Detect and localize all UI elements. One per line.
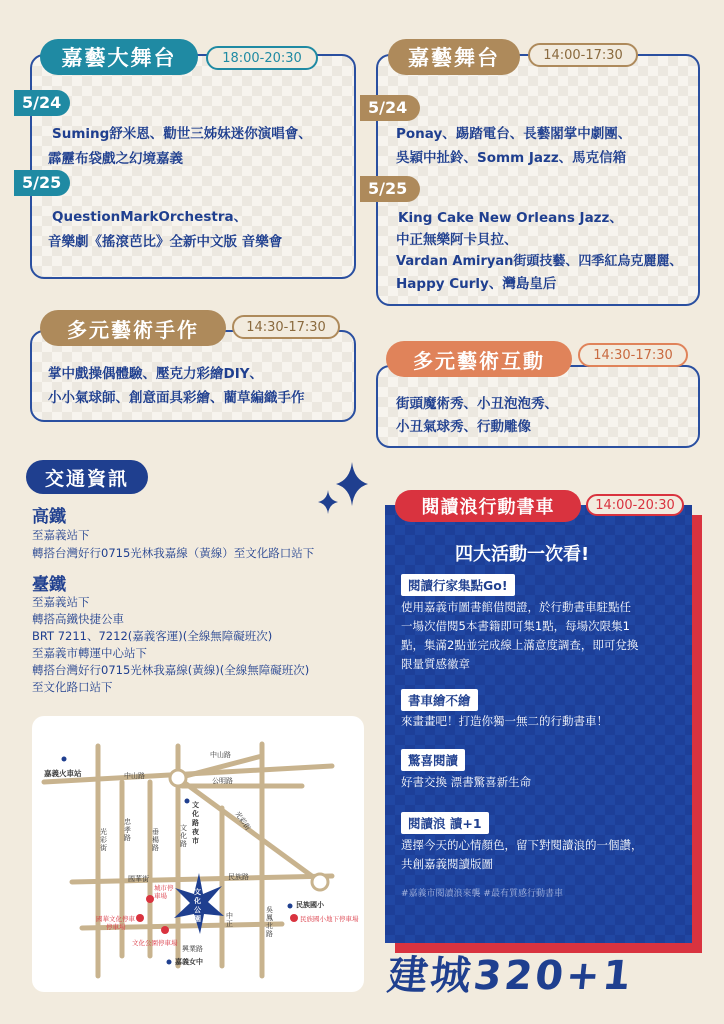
map-parking1: 國華文化停車 [96, 915, 135, 923]
craft-line-1: 掌中戲操偶體驗、壓克力彩繪DIY、 [48, 366, 264, 382]
map-park: 文化公園 [194, 888, 201, 923]
bookbus-item-1-line-3: 點，集滿2點並完成線上滿意度調查，即可兌換 [401, 638, 639, 652]
map-road-8: 文化路 [180, 824, 187, 848]
transport-title: 交通資訊 [26, 460, 148, 494]
sparkle-icon [316, 460, 372, 520]
map-parking3: 城市停車場 [154, 884, 174, 900]
map-road-4: 光彩街 [233, 810, 252, 832]
interact-line-2: 小丑氣球秀、行動雕像 [396, 419, 531, 435]
bookbus-item-4-line-2: 共創嘉義閱讀版圖 [401, 857, 493, 871]
bookbus-item-4-tag: 閱讀浪 讀+1 [401, 812, 489, 834]
map-road-5: 民族路 [228, 873, 249, 881]
transport-tra-line-1: 至嘉義站下 [32, 595, 90, 609]
map-school2: 嘉義女中 [175, 958, 203, 966]
craft-line-2: 小小氣球師、創意面具彩繪、藺草編織手作 [48, 390, 305, 406]
stage-art-date-2: 5/25 [360, 176, 420, 202]
stage-art-title: 嘉藝舞台 [388, 39, 520, 75]
map-road-3: 公明路 [212, 777, 233, 785]
area-map [32, 716, 364, 992]
bookbus-headline: 四大活動一次看! [455, 544, 590, 565]
stage-main-d2-line-2: 音樂劇《搖滾芭比》全新中文版 音樂會 [48, 234, 283, 250]
interact-title: 多元藝術互動 [386, 341, 572, 377]
map-road-10: 中正 [226, 912, 233, 928]
transport-hsr-line-1: 至嘉義站下 [32, 528, 90, 542]
bookbus-item-2-tag: 書車繪不繪 [401, 689, 478, 711]
stage-main-title: 嘉藝大舞台 [40, 39, 198, 75]
map-parking2: 文化公園停車場 [132, 939, 178, 947]
stage-main-date-1: 5/24 [14, 90, 70, 116]
bookbus-item-1-tag: 閱讀行家集點Go! [401, 574, 515, 596]
map-station: 嘉義火車站 [44, 769, 82, 778]
map-road-11: 垂楊路 [152, 828, 159, 852]
map-parking4: 民族國小地下停車場 [300, 915, 359, 923]
bookbus-item-3-tag: 驚喜閱讀 [401, 749, 465, 771]
bookbus-item-1-line-2: 一場次借閱5本書籍即可集1點，每場次限集1 [401, 619, 630, 633]
stage-art-d2-line-4: Happy Curly、灣島皇后 [396, 276, 557, 292]
transport-tra-line-3: BRT 7211、7212(嘉義客運)(全線無障礙班次) [32, 629, 273, 643]
map-road-12: 光彩街 [100, 828, 107, 852]
bookbus-item-1-line-4: 限量質感徽章 [401, 657, 470, 671]
transport-tra-line-6: 至文化路口站下 [32, 680, 113, 694]
transport-tra-line-5: 轉搭台灣好行0715光林我嘉線(黃線)(全線無障礙班次) [32, 663, 310, 677]
map-road-2: 中山路 [210, 751, 231, 759]
stage-art-d2-line-3: Vardan Amiryan街頭技藝、四季紅烏克麗麗、 [396, 254, 683, 269]
map-parking1b: 停車場 [106, 923, 126, 931]
interact-time: 14:30-17:30 [578, 343, 688, 367]
stage-art-d1-line-2: 吳穎中扯鈴、Somm Jazz、馬克信箱 [396, 150, 627, 166]
craft-time: 14:30-17:30 [232, 315, 340, 339]
bookbus-title: 閱讀浪行動書車 [395, 490, 581, 522]
stage-art-d2-line-2: 中正無樂阿卡貝拉、 [396, 232, 518, 248]
craft-title: 多元藝術手作 [40, 310, 226, 346]
stage-art-time: 14:00-17:30 [528, 43, 638, 67]
transport-tra-line-4: 至嘉義市轉運中心站下 [32, 646, 147, 660]
stage-main-time: 18:00-20:30 [206, 46, 318, 70]
map-road-13: 興業路 [182, 945, 203, 953]
map-road-1: 中山路 [124, 772, 145, 780]
map-school1: 民族國小 [296, 901, 324, 909]
stage-main-d2-line-1: QuestionMarkOrchestra、 [52, 209, 248, 225]
brand-logo: 建城320+1 [385, 953, 636, 999]
stage-art-date-1: 5/24 [360, 95, 420, 121]
map-night-market: 文化路夜市 [192, 801, 199, 845]
transport-hsr-title: 高鐵 [32, 507, 66, 527]
map-road-6: 忠孝路 [124, 818, 131, 842]
stage-main-date-2: 5/25 [14, 170, 70, 196]
bookbus-item-3-line-1: 好書交換 漂書驚喜新生命 [401, 775, 532, 789]
transport-tra-title: 臺鐵 [32, 575, 66, 595]
bookbus-item-1-line-1: 使用嘉義市圖書館借閱證，於行動書車駐點任 [401, 600, 631, 614]
bookbus-hashtags: #嘉義市閱讀浪來襲 #最有質感行動書車 [401, 889, 563, 899]
interact-line-1: 街頭魔術秀、小丑泡泡秀、 [396, 396, 558, 412]
transport-hsr-line-2: 轉搭台灣好行0715光林我嘉線（黃線）至文化路口站下 [32, 546, 315, 560]
stage-main-d1-line-2: 霹靂布袋戲之幻境嘉義 [48, 151, 183, 167]
bookbus-time: 14:00-20:30 [586, 494, 684, 516]
stage-main-d1-line-1: Suming舒米恩、勸世三姊妹迷你演唱會、 [52, 126, 312, 142]
bookbus-item-2-line-1: 來畫畫吧！打造你獨一無二的行動書車！ [401, 714, 608, 728]
map-road-7: 吳鳳北路 [266, 906, 273, 938]
stage-art-d2-line-1: King Cake New Orleans Jazz、 [398, 210, 623, 226]
bookbus-item-4-line-1: 選擇今天的心情顏色，留下對閱讀浪的一個讚， [401, 838, 643, 852]
stage-art-d1-line-1: Ponay、踢踏電台、長藝閣掌中劇團、 [396, 126, 632, 142]
transport-tra-line-2: 轉搭高鐵快捷公車 [32, 612, 124, 626]
map-road-9: 國華街 [128, 875, 149, 883]
